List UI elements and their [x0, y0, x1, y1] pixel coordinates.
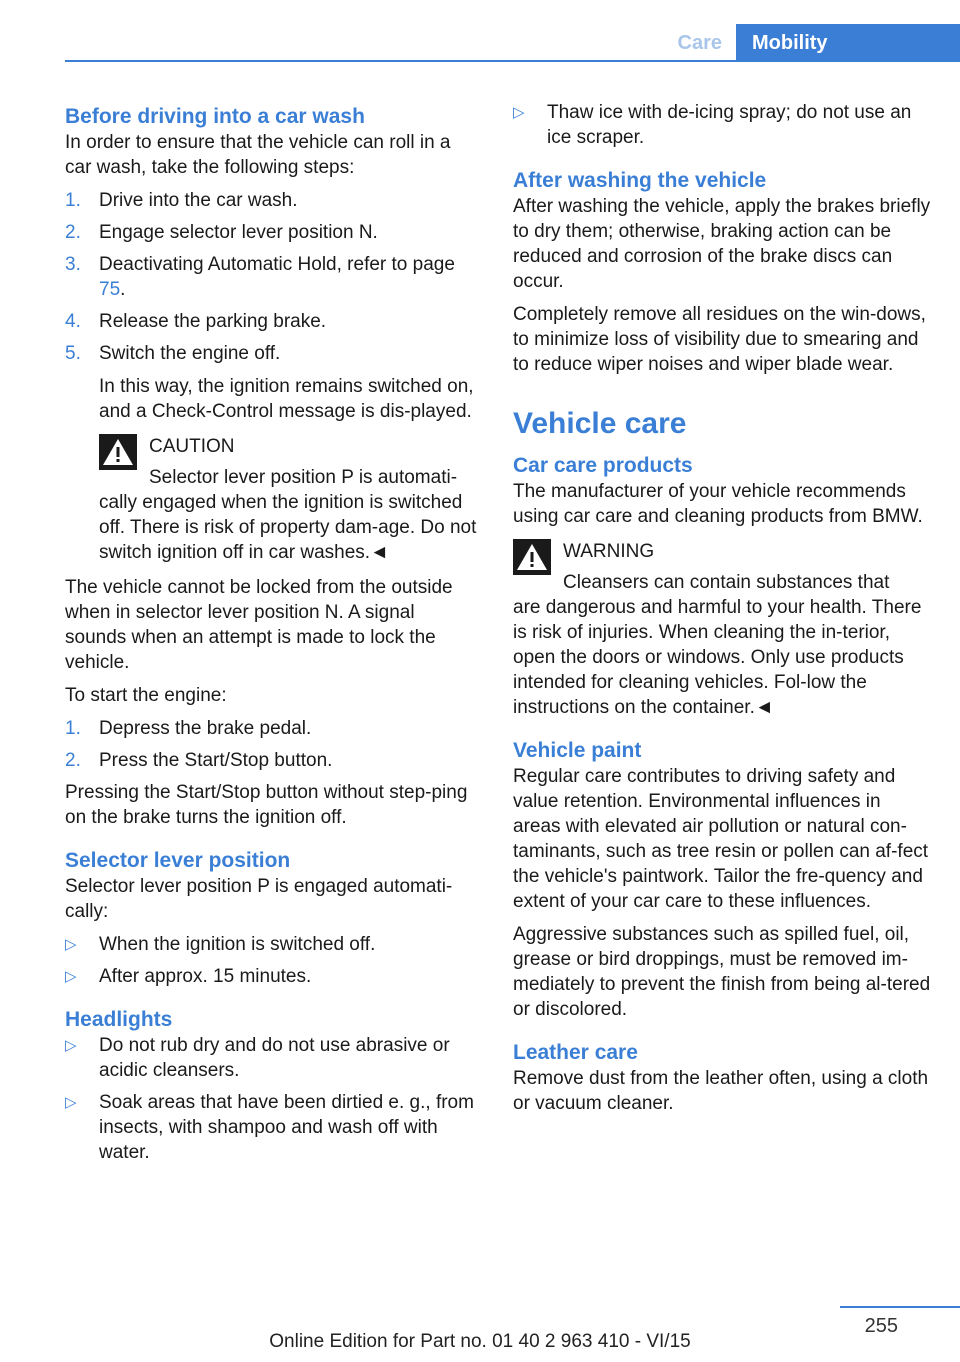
- page-link[interactable]: 75: [99, 279, 121, 300]
- step-number: 4.: [65, 311, 81, 332]
- step-text: Drive into the car wash.: [99, 190, 298, 211]
- warning-triangle-icon: [99, 434, 137, 470]
- para-locked: The vehicle cannot be locked from the outside when in selector lever position N. A signal sounds when an attempt is made to lock the vehicle.: [65, 577, 453, 673]
- heading-leather-care: Leather care: [513, 1041, 638, 1064]
- car-wash-intro: In order to ensure that the vehicle can roll in a car wash, take the following steps:: [65, 132, 451, 178]
- list-item: [65, 1033, 477, 1083]
- bullet-triangle-icon: ▷: [65, 936, 77, 953]
- start-steps: [65, 716, 477, 773]
- heading-car-wash: Before driving into a car wash: [65, 105, 365, 128]
- step-text: Press the Start/Stop button.: [99, 750, 333, 771]
- page-header: [65, 24, 960, 62]
- list-item: [65, 932, 477, 957]
- heading-after-wash: After washing the vehicle: [513, 169, 767, 192]
- para-start: To start the engine:: [65, 685, 227, 706]
- tab-care[interactable]: Care: [677, 32, 722, 54]
- caution-first-line: Selector lever position P is automati‐: [149, 467, 458, 488]
- after-wash-para1: After washing the vehicle, apply the brakes briefly to dry them; otherwise, braking action can be reduced and corrosion of the brake discs can occur.: [513, 196, 931, 292]
- paint-para2: Aggressive substances such as spilled fuel, oil, grease or bird droppings, must be removed im‐mediately to prevent the finish from being al‐tered or discolored.: [513, 924, 931, 1020]
- list-item: [65, 1090, 477, 1165]
- para-pressing: Pressing the Start/Stop button without step‐ping on the brake turns the ignition off.: [65, 782, 468, 828]
- bullet-triangle-icon: ▷: [65, 968, 77, 985]
- item-text: Thaw ice with de-icing spray; do not use an ice scraper.: [547, 102, 912, 148]
- step-number: 2.: [65, 222, 81, 243]
- list-item: [65, 341, 477, 424]
- step-text: Switch the engine off.: [99, 343, 281, 364]
- selector-list: [65, 932, 477, 989]
- step-number: 2.: [65, 750, 81, 771]
- caution-text: [99, 465, 477, 565]
- list-item: [65, 252, 477, 302]
- selector-intro: Selector lever position P is engaged automati‐cally:: [65, 876, 453, 922]
- caution-box: [99, 434, 477, 565]
- step-text: Release the parking brake.: [99, 311, 327, 332]
- list-item: [65, 188, 477, 213]
- step-number: 1.: [65, 190, 81, 211]
- left-column: [65, 100, 477, 1172]
- list-item: [65, 716, 477, 741]
- list-item: [513, 100, 931, 150]
- step-number: 5.: [65, 343, 81, 364]
- page-number: 255: [864, 1315, 898, 1337]
- item-text: When the ignition is switched off.: [99, 934, 376, 955]
- list-item: [65, 220, 477, 245]
- list-item: [65, 748, 477, 773]
- step-text: Deactivating Automatic Hold, refer to page: [99, 254, 455, 275]
- products-para: The manufacturer of your vehicle recommends using car care and cleaning products from BMW.: [513, 481, 923, 527]
- step-number: 3.: [65, 254, 81, 275]
- item-text: Soak areas that have been dirtied e. g., from insects, with shampoo and wash off with water.: [99, 1092, 474, 1163]
- continued-list: [513, 100, 931, 150]
- step-text-end: .: [120, 279, 126, 300]
- caution-rest: cally engaged when the ignition is switched off. There is risk of property dam‐age. Do not switch ignition off in car washes.◄: [99, 492, 477, 563]
- caution-title: CAUTION: [149, 436, 235, 457]
- heading-vehicle-care: Vehicle care: [513, 407, 687, 440]
- tab-mobility[interactable]: Mobility: [736, 24, 960, 62]
- warning-title: WARNING: [563, 541, 655, 562]
- heading-car-care-products: Car care products: [513, 454, 693, 477]
- heading-headlights: Headlights: [65, 1008, 173, 1031]
- bullet-triangle-icon: ▷: [65, 1094, 77, 1111]
- leather-para: Remove dust from the leather often, using a cloth or vacuum cleaner.: [513, 1068, 929, 1114]
- header-rule: [65, 60, 960, 62]
- warning-text: [513, 570, 931, 720]
- list-item: [65, 309, 477, 334]
- paint-para1: Regular care contributes to driving safety and value retention. Environmental influences in areas with elevated air pollution or natural con‐taminants, such as tree resin or pollen can af‐fect the vehicle's paintwork. Tailor the fre‐quency and extent of your car care to these influences.: [513, 766, 929, 912]
- warning-triangle-icon: [513, 539, 551, 575]
- bullet-triangle-icon: ▷: [513, 104, 525, 121]
- warning-first-line: Cleansers can contain substances that: [563, 572, 890, 593]
- car-wash-steps: [65, 188, 477, 424]
- item-text: Do not rub dry and do not use abrasive or acidic cleansers.: [99, 1035, 450, 1081]
- edition-footer: Online Edition for Part no. 01 40 2 963 410 - VI/15: [269, 1331, 691, 1352]
- list-item: [65, 964, 477, 989]
- bullet-triangle-icon: ▷: [65, 1037, 77, 1054]
- right-column: [513, 100, 931, 1124]
- item-text: After approx. 15 minutes.: [99, 966, 312, 987]
- headlights-list: [65, 1033, 477, 1165]
- step-note: In this way, the ignition remains switched on, and a Check-Control message is dis‐played.: [99, 376, 474, 422]
- step-text: Depress the brake pedal.: [99, 718, 312, 739]
- warning-box: [513, 539, 931, 720]
- warning-rest: are dangerous and harmful to your health. There is risk of injuries. When cleaning the in‐terior, open the doors or windows. Only use products intended for cleaning vehicles. Fol‐low the instructions on the container.◄: [513, 597, 922, 718]
- after-wash-para2: Completely remove all residues on the win‐dows, to minimize loss of visibility due to smearing and to reduce wiper noises and wiper blade wear.: [513, 304, 926, 375]
- footer-rule: [840, 1306, 960, 1308]
- step-text: Engage selector lever position N.: [99, 222, 378, 243]
- heading-vehicle-paint: Vehicle paint: [513, 739, 642, 762]
- heading-selector: Selector lever position: [65, 849, 291, 872]
- step-number: 1.: [65, 718, 81, 739]
